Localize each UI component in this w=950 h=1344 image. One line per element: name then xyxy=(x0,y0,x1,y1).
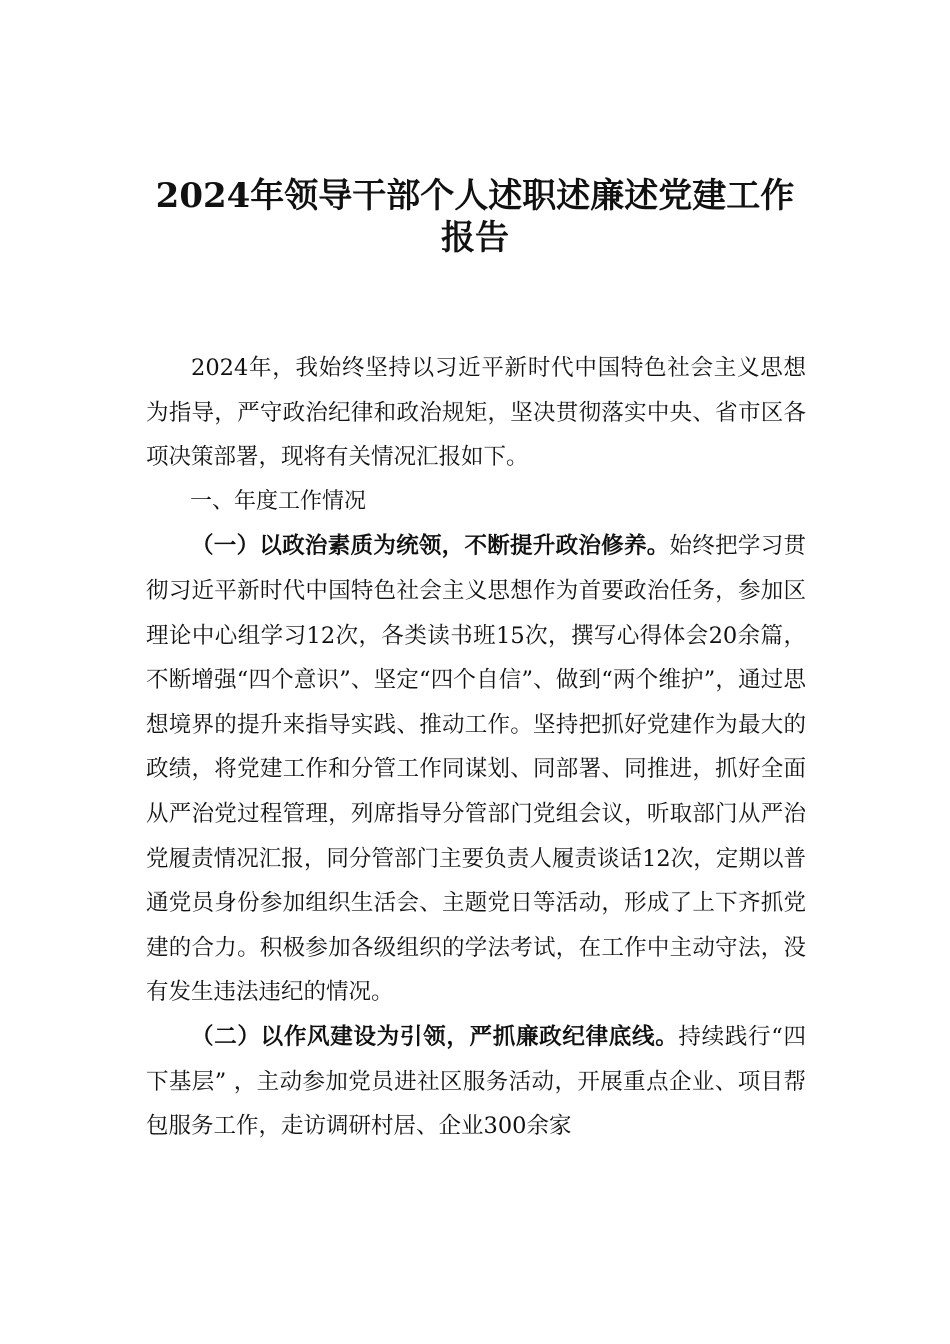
section-heading-1: 一、年度工作情况 xyxy=(190,488,367,514)
subsection-1-paragraph xyxy=(146,524,806,1015)
intro-paragraph: 2024年，我始终坚持以习近平新时代中国特色社会主义思想为指导，严守政治纪律和政治规矩，坚决贯彻落实中央、省市区各项决策部署，现将有关情况汇报如下。 xyxy=(146,355,806,471)
subsection-1-body: 始终把学习贯彻习近平新时代中国特色社会主义思想作为首要政治任务，参加区理论中心组学习12次，各类读书班15次，撰写心得体会20余篇，不断增强“四个意识”、坚定“四个自信”、做到“两个维护”，通过思想境界的提升来指导实践、推动工作。坚持把抓好党建作为最大的政绩，将党建工作和分管工作同谋划、同部署、同推进，抓好全面从严治党过程管理，列席指导分管部门党组会议，听取部门从严治党履责情况汇报，同分管部门主要负责人履责谈话12次，定期以普通党员身份参加组织生活会、主题党日等活动，形成了上下齐抓党建的合力。积极参加各级组织的学法考试，在工作中主动守法，没有发生违法违纪的情况。 xyxy=(146,533,806,1006)
document-body xyxy=(146,346,806,1149)
subsection-1-title: （一）以政治素质为统领，不断提升政治修养。 xyxy=(191,533,670,560)
subsection-2-title: （二）以作风建设为引领，严抓廉政纪律底线。 xyxy=(191,1023,679,1050)
subsection-2-body: 持续践行“四下基层” ，主动参加党员进社区服务活动，开展重点企业、项目帮包服务工作，走访调研村居、企业300余家 xyxy=(146,1023,806,1140)
document-title-line-2: 报告 xyxy=(441,218,509,258)
subsection-2-paragraph xyxy=(146,1015,806,1149)
document-title-line-1: 2024年领导干部个人述职述廉述党建工作 xyxy=(155,176,795,216)
